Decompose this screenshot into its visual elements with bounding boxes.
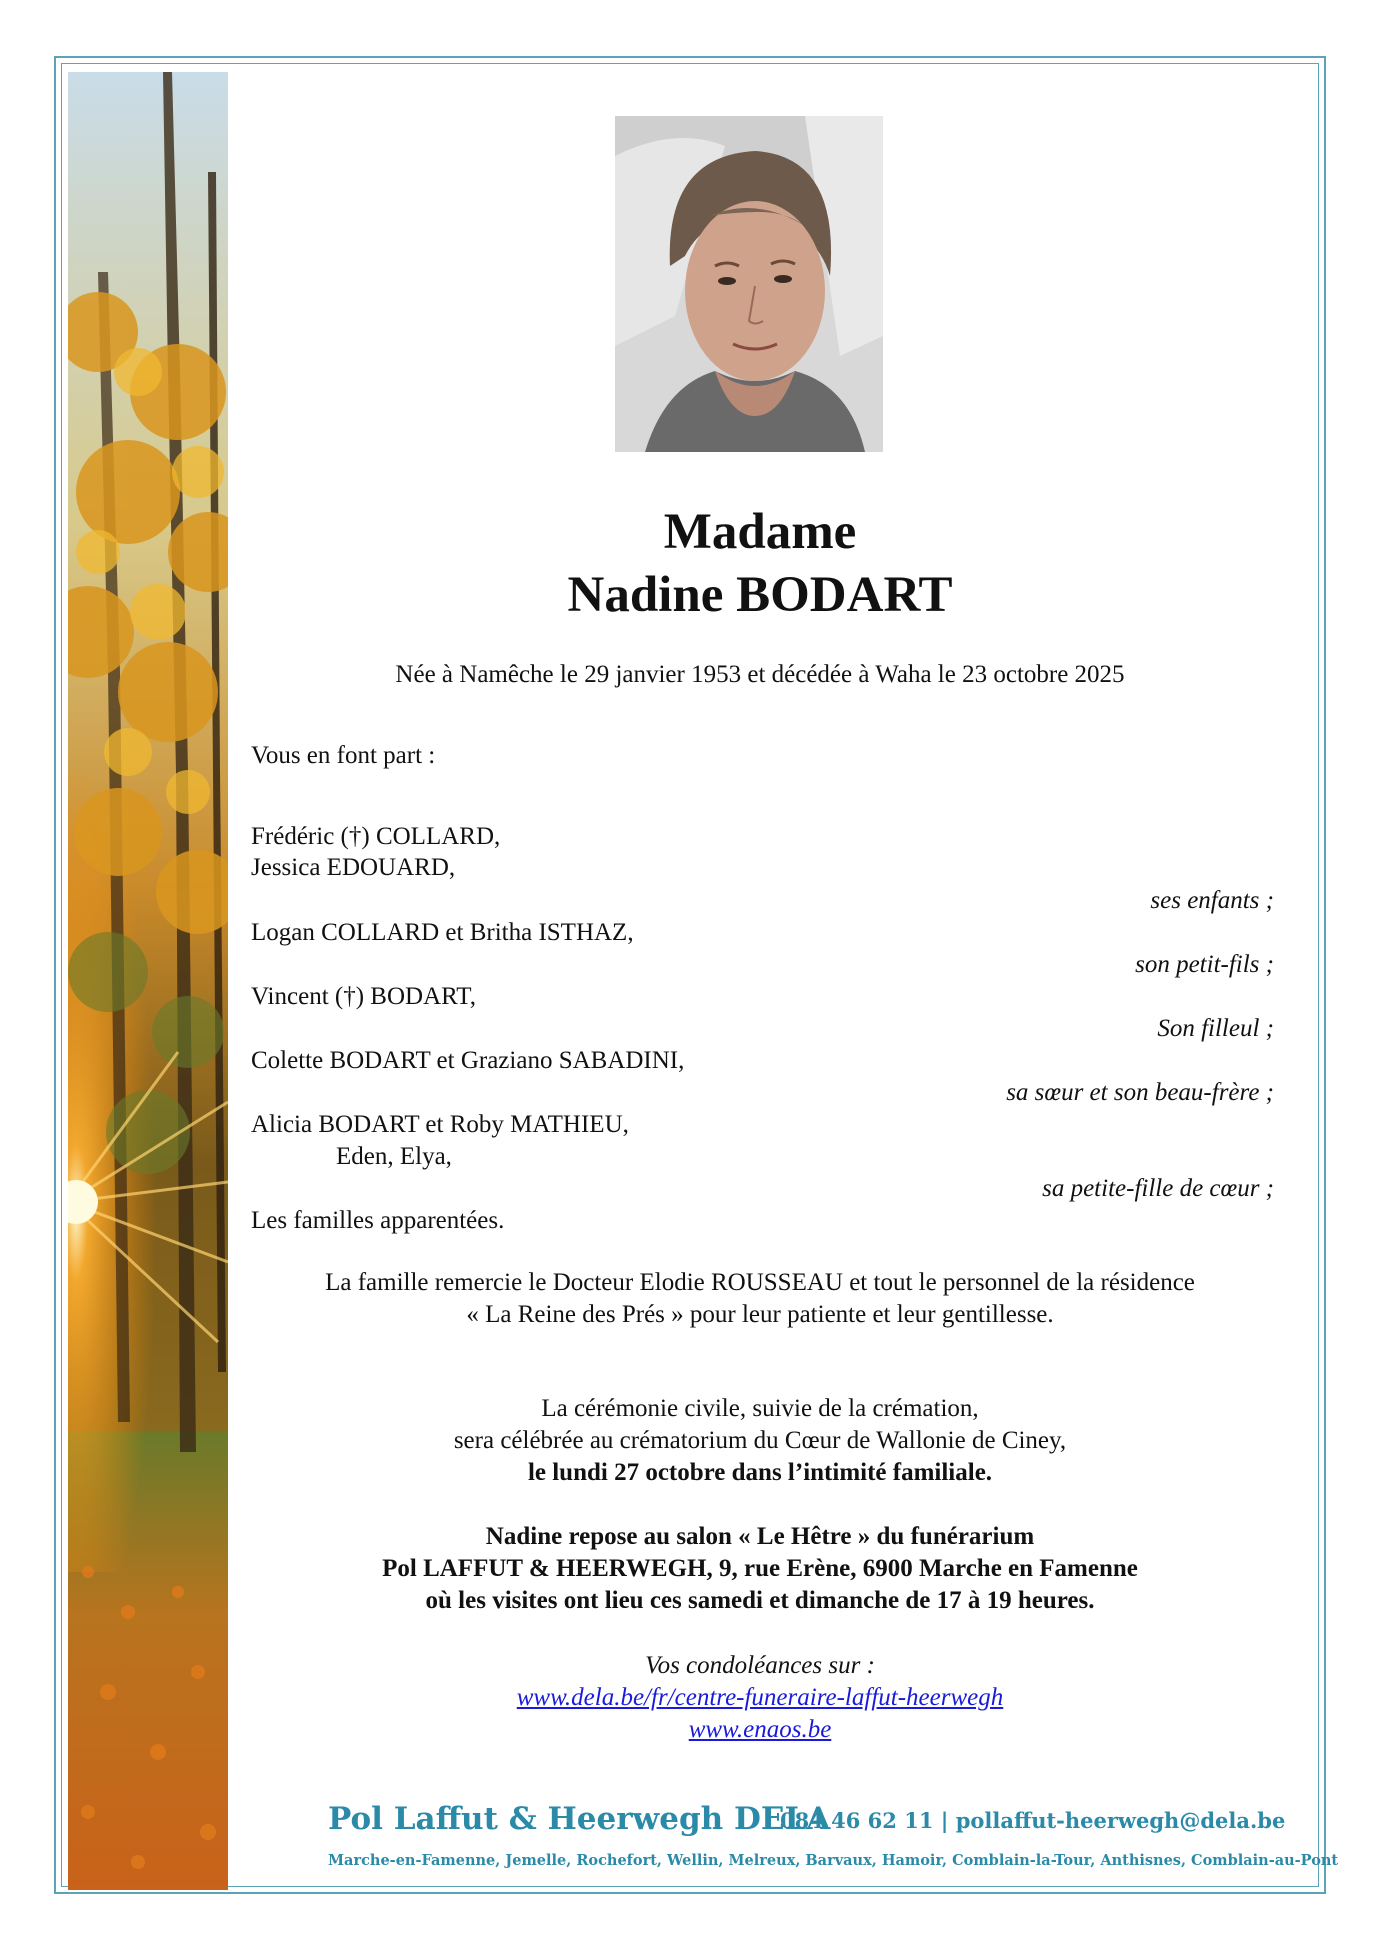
visit-line: où les visites ont lieu ces samedi et dimanche de 17 à 19 heures. — [425, 1587, 1095, 1614]
portrait-photo — [615, 116, 883, 452]
funeral-home-contact: 084 46 62 11 | pollaffut-heerwegh@dela.be — [780, 1808, 1286, 1833]
family-line: Alicia BODART et Roby MATHIEU, — [251, 1111, 629, 1138]
deceased-name: Nadine BODART — [567, 567, 953, 623]
ceremony-date: le lundi 27 octobre dans l’intimité familiale. — [527, 1459, 993, 1486]
intro-text: Vous en font part : — [251, 742, 436, 769]
ceremony-line: La cérémonie civile, suivie de la crémation, — [541, 1395, 979, 1422]
funeral-home-locations: Marche-en-Famenne, Jemelle, Rochefort, Wellin, Melreux, Barvaux, Hamoir, Comblain-la-Tour, Anthisnes, Comblain-au-Pont — [328, 1852, 1339, 1869]
family-line: Jessica EDOUARD, — [251, 854, 456, 881]
birth-death-line: Née à Namêche le 29 janvier 1953 et décédée à Waha le 23 octobre 2025 — [395, 661, 1125, 688]
family-relation: sa petite-fille de cœur ; — [1042, 1175, 1274, 1202]
condolences-label: Vos condoléances sur : — [645, 1652, 875, 1679]
salutation-title: Madame — [663, 504, 857, 560]
enaos-link[interactable]: www.enaos.be — [688, 1716, 832, 1743]
family-line: Colette BODART et Graziano SABADINI, — [251, 1047, 685, 1074]
dela-condolences-link[interactable]: www.dela.be/fr/centre-funeraire-laffut-heerwegh — [516, 1684, 1004, 1711]
funeral-home-logo: Pol Laffut & Heerwegh DELA — [328, 1801, 831, 1837]
thanks-line: « La Reine des Prés » pour leur patiente et leur gentillesse. — [466, 1301, 1054, 1328]
family-line: Frédéric (†) COLLARD, — [251, 823, 501, 850]
family-relation: Son filleul ; — [1157, 1015, 1274, 1042]
family-relation: son petit-fils ; — [1135, 951, 1274, 978]
thanks-line: La famille remercie le Docteur Elodie ROUSSEAU et tout le personnel de la résidence — [325, 1269, 1195, 1296]
ceremony-line: sera célébrée au crématorium du Cœur de Wallonie de Ciney, — [453, 1427, 1067, 1454]
family-line: Les familles apparentées. — [251, 1207, 505, 1234]
family-line: Vincent (†) BODART, — [251, 983, 476, 1010]
family-relation: ses enfants ; — [1150, 887, 1274, 914]
family-line: Logan COLLARD et Britha ISTHAZ, — [251, 919, 634, 946]
autumn-forest-image — [68, 72, 228, 1890]
visit-line: Nadine repose au salon « Le Hêtre » du funérarium — [485, 1523, 1035, 1550]
visit-line: Pol LAFFUT & HEERWEGH, 9, rue Erène, 6900 Marche en Famenne — [382, 1555, 1138, 1582]
family-line: Eden, Elya, — [336, 1143, 452, 1170]
family-relation: sa sœur et son beau-frère ; — [1006, 1079, 1274, 1106]
